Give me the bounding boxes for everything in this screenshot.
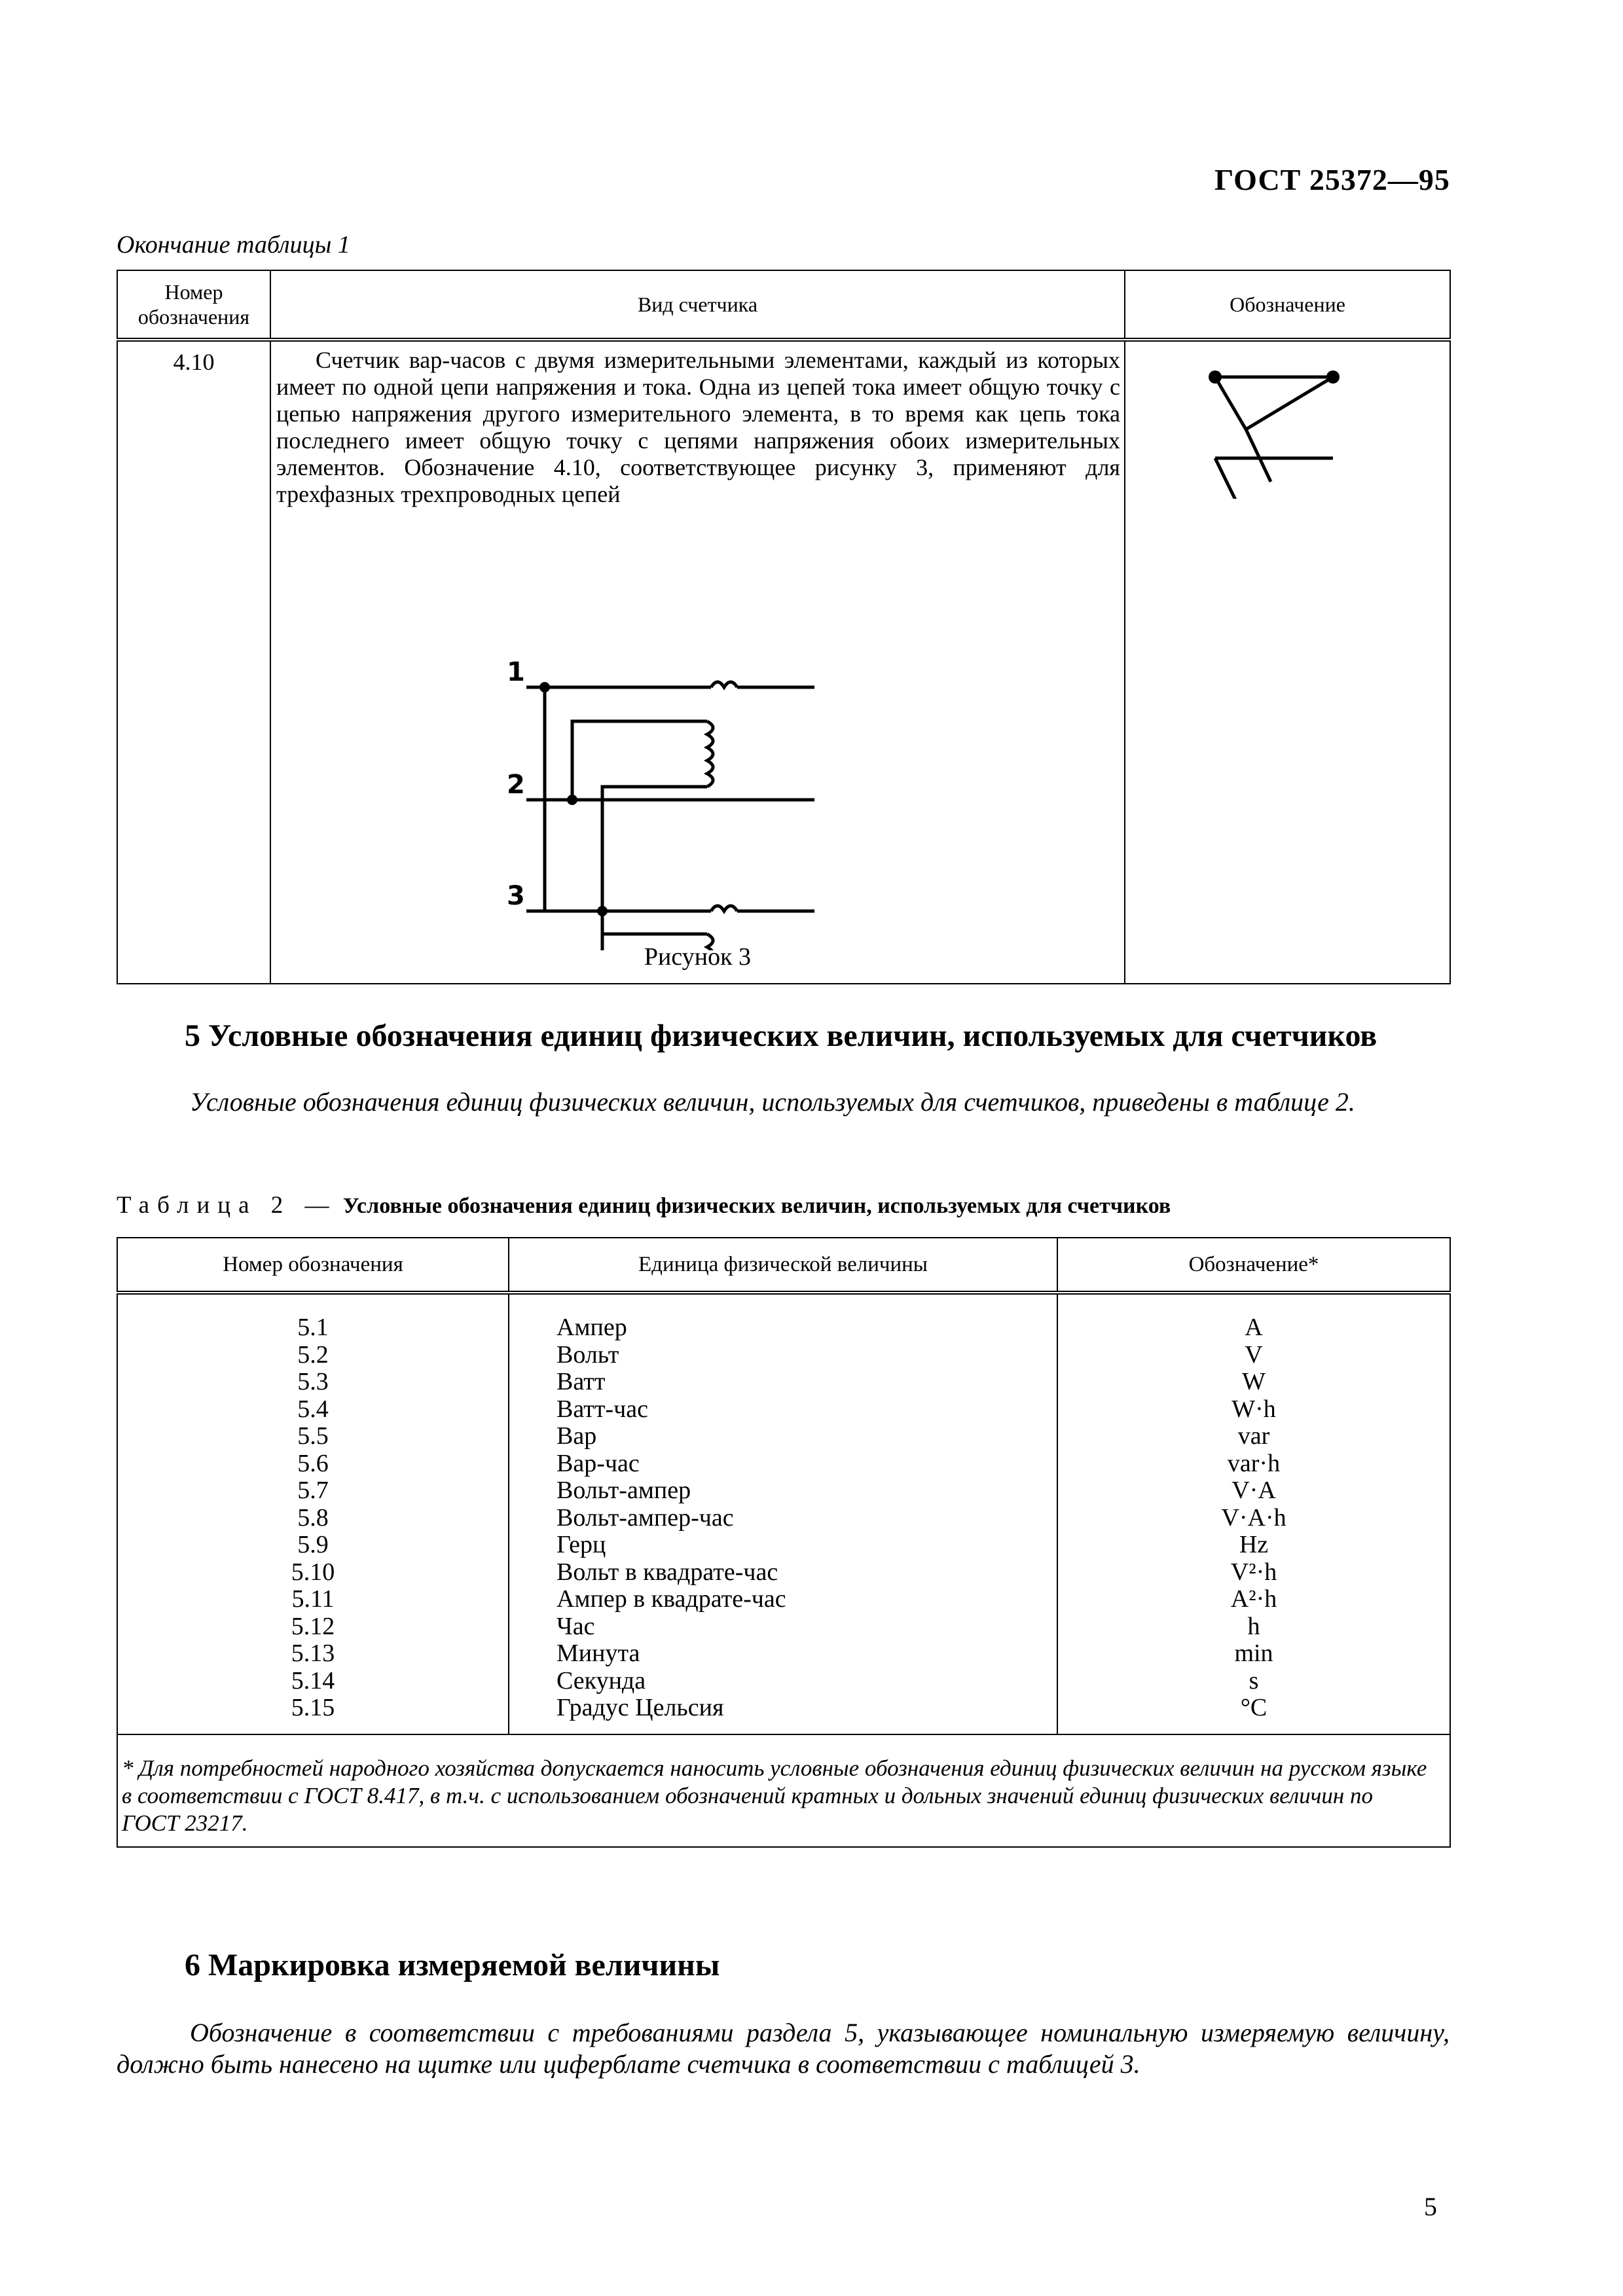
table2-row-symbol: Hz	[1239, 1531, 1269, 1558]
table2-body	[117, 1293, 1450, 1734]
table1-col-type: Вид счетчика	[270, 270, 1125, 340]
table1-row-number: 4.10	[117, 340, 270, 984]
table2-title: Таблица 2 — Условные обозначения единиц физических величин, используемых для счетчиков	[117, 1192, 1171, 1219]
table2-footnote: * Для потребностей народного хозяйства допускается наносить условные обозначения единиц физических величин на русском языке в соответствии с ГОСТ 8.417, в т.ч. с использованием обозначений кратных и дольных значений единиц физических величин по ГОСТ 23217.	[117, 1734, 1450, 1847]
table2-row-unit: Минута	[556, 1640, 640, 1667]
table1-row-symbol-cell	[1125, 340, 1450, 984]
table2-row-num: 5.7	[297, 1477, 329, 1504]
table2-row-unit: Ватт	[556, 1368, 606, 1395]
table2-row-num: 5.1	[297, 1314, 329, 1341]
table2-row-num: 5.3	[297, 1368, 329, 1395]
table2-row-symbol: W·h	[1231, 1395, 1276, 1423]
table2-row-num: 5.12	[291, 1612, 335, 1640]
table1-row	[117, 340, 1450, 984]
table2-row-symbol: s	[1249, 1666, 1259, 1695]
table-2	[117, 1237, 1451, 1848]
table2-row-symbol: var·h	[1227, 1449, 1281, 1477]
table2-row-unit: Вольт в квадрате-час	[556, 1558, 778, 1586]
table2-row-symbol: A	[1245, 1314, 1263, 1341]
document-code: ГОСТ 25372—95	[1214, 163, 1450, 196]
figure-label-2: 2	[507, 770, 525, 800]
figure-3-caption: Рисунок 3	[644, 943, 752, 971]
table2-col-unit: Единица физической величины	[509, 1238, 1057, 1293]
table1-header-row	[117, 270, 1450, 340]
table1-row-description-cell	[270, 340, 1125, 984]
table1-caption: Окончание таблицы 1	[117, 231, 350, 259]
section-5-paragraph: Условные обозначения единиц физических величин, используемых для счетчиков, приведены в таблице 2.	[190, 1087, 1355, 1117]
section-5-heading: 5 Условные обозначения единиц физических величин, используемых для счетчиков	[185, 1018, 1377, 1053]
table2-row-unit: Ампер	[556, 1314, 627, 1341]
table2-row-symbol: V	[1245, 1340, 1263, 1369]
table2-row-unit: Ампер в квадрате-час	[556, 1585, 786, 1613]
table2-row-symbol: A²·h	[1230, 1585, 1277, 1613]
table2-row-unit: Вольт-ампер	[556, 1477, 691, 1504]
table2-row-symbol: V·A	[1231, 1477, 1276, 1504]
table2-row-symbol: h	[1247, 1612, 1260, 1640]
table2-row-unit: Вольт	[556, 1340, 619, 1369]
section-6-paragraph: Обозначение в соответствии с требованиями раздела 5, указывающее номинальную измеряемую величину, должно быть нанесено на щитке или циферблате счетчика в соответствии с таблицей 3.	[117, 2018, 1450, 2079]
page-number: 5	[1424, 2192, 1437, 2221]
table2-row-num: 5.6	[297, 1449, 329, 1477]
table2-row-unit: Секунда	[556, 1666, 646, 1695]
table2-row-symbol: °C	[1240, 1694, 1267, 1721]
table2-row-symbol: W	[1242, 1368, 1266, 1395]
table2-header-row	[117, 1238, 1450, 1293]
figure-label-1: 1	[507, 657, 525, 687]
table1-col-symbol: Обозначение	[1125, 270, 1450, 340]
table2-row-unit: Час	[556, 1612, 595, 1640]
figure-label-3: 3	[507, 881, 525, 911]
table2-row-num: 5.13	[291, 1640, 335, 1667]
figure-3-circuit-diagram	[487, 643, 828, 950]
table2-numbers	[117, 1293, 509, 1734]
table2-row-num: 5.10	[291, 1558, 335, 1586]
table2-row-symbol: V·A·h	[1221, 1503, 1286, 1532]
table2-row-num: 5.4	[297, 1395, 329, 1423]
table2-row-unit: Вар-час	[556, 1449, 640, 1477]
table2-footnote-row	[117, 1734, 1450, 1847]
table2-row-num: 5.15	[291, 1694, 335, 1721]
table2-row-symbol: var	[1237, 1422, 1270, 1450]
table2-row-num: 5.9	[297, 1531, 329, 1558]
table2-col-symbol: Обозначение*	[1057, 1238, 1450, 1293]
table2-row-unit: Вольт-ампер-час	[556, 1503, 734, 1532]
table2-row-unit: Ватт-час	[556, 1395, 648, 1423]
table2-col-number: Номер обозначения	[117, 1238, 509, 1293]
table2-row-num: 5.5	[297, 1422, 329, 1450]
table2-units	[509, 1293, 1057, 1734]
table2-row-unit: Герц	[556, 1531, 606, 1558]
meter-symbol-lines	[1125, 342, 1451, 499]
table2-row-num: 5.2	[297, 1340, 329, 1369]
table1-row-description: Счетчик вар-часов с двумя измерительными элементами, каждый из которых имеет по одной цепи напряжения и тока. Одна из цепей тока имеет общую точку с цепью напряжения другого измерительного элемента, в то время как цепь тока последнего имеет общую точку с цепями напряжения обоих измерительных элементов. Обозначение 4.10, соответствующее рисунку 3, применяют для трехфазных трехпроводных цепей	[276, 347, 1120, 507]
table2-row-unit: Вар	[556, 1422, 597, 1450]
table-1	[117, 270, 1451, 984]
table2-row-num: 5.14	[291, 1666, 335, 1695]
section-6-heading: 6 Маркировка измеряемой величины	[185, 1948, 720, 1982]
table1-col-number: Номер обозначения	[117, 270, 270, 340]
table2-row-symbol: V²·h	[1230, 1558, 1277, 1586]
table2-row-num: 5.8	[297, 1503, 329, 1532]
table2-row-unit: Градус Цельсия	[556, 1694, 724, 1721]
table2-row-num: 5.11	[291, 1585, 335, 1613]
table2-symbols	[1057, 1293, 1450, 1734]
table2-row-symbol: min	[1234, 1640, 1273, 1667]
